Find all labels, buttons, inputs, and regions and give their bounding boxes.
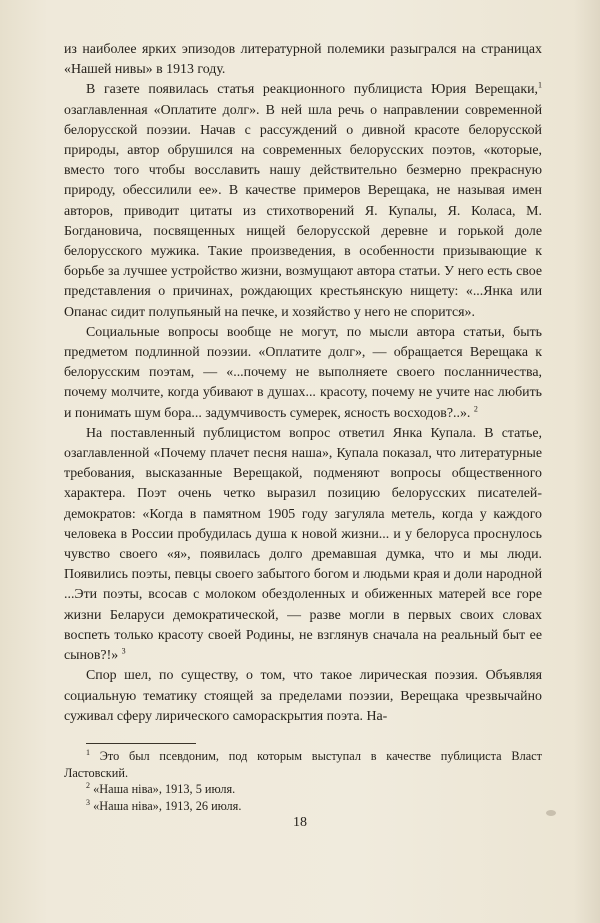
- main-text: [64, 40, 542, 727]
- footnote-ref[interactable]: 1: [538, 80, 542, 90]
- paragraph-text: На поставленный публицистом вопрос ответил Янка Купала. В статье, озаглавленной «Почему плачет песня наша», Купала показал, что литературные требования, высказанные Верещакой, подменяют вопросы общественного характера. Поэт очень четко выразил позицию белорусских писателей-демократов: «Когда в памятном 1905 году загуляла метель, когда у каждого человека в России пробудилась душа к новой жизни... и у белоруса проснулось чувство своего «я», появилась долго дремавшая думка, что и мы люди. Появились поэты, певцы своего забытого богом и людьми края и доли народной ...Эти поэты, всосав с молоком обездоленных и обиженных матерей все горе жизни Беларуси демократической, — разве могли в первых своих словах воспеть только красоту своей Родины, не взглянув сначала на реальный быт ее сынов?!»: [64, 425, 542, 664]
- paragraph: Спор шел, по существу, о том, что такое лирическая поэзия. Объявляя социальную тематику стоящей за пределами поэзии, Верещака чрезвычайно суживал сферу лирического самораскрытия поэта. На-: [64, 668, 542, 724]
- footnote-ref[interactable]: 3: [121, 646, 126, 656]
- paragraph-text: озаглавленная «Оплатите долг». В ней шла речь о направлении современной белорусской поэзии. Начав с рассуждений о дивной красоте белорусской природы, автор обрушился на современных белорусских поэтов, «которые, вместо того чтобы восславить нашу действительно безмерно прекрасную природу, обессилили ее». В качестве примеров Верещака, не называя имен авторов, приводит цитаты из стихотворений Я. Купалы, Я. Коласа, М. Богдановича, посвященных нищей белорусской деревне и горькой доле белорусского мужика. Такие произведения, в особенности призывающие к борьбе за лучшее устройство жизни, возмущают автора статьи. У него есть свое представления о причинах, рождающих крестьянскую нищету: «...Янка или Опанас сидит полупьяный на печке, и хозяйство у него не спорится».: [64, 102, 542, 320]
- paragraph-text: Социальные вопросы вообще не могут, по мысли автора статьи, быть предметом подлинной поэзии. «Оплатите долг», — обращается Верещака к белорусским поэтам, — «...почему не выполняете своего посланничества, почему молчите, когда убивают в душах... красоту, почему не учите нас любить и понимать шум бора... задумчивость сумерек, ясность восходов?..».: [64, 324, 542, 421]
- paragraph: [64, 80, 542, 322]
- footnote-text: Это был псевдоним, под которым выступал в качестве публициста Власт Ластовский.: [64, 749, 542, 780]
- paragraph: [64, 424, 542, 666]
- footnote-number: 3: [86, 797, 90, 807]
- paragraph: из наиболее ярких эпизодов литературной полемики разыгрался на страницах «Нашей нивы» в 1913 году.: [64, 42, 542, 78]
- ink-smudge: [546, 810, 556, 816]
- page-number: 18: [293, 815, 307, 830]
- footnote-ref[interactable]: 2: [473, 404, 478, 414]
- footnote: [64, 781, 542, 798]
- paragraph-text: В газете появилась статья реакционного публициста Юрия Верещаки,: [86, 82, 538, 98]
- footnote: [64, 748, 542, 781]
- footnotes: [64, 748, 542, 814]
- footnote: [64, 798, 542, 815]
- footnote-divider: [86, 743, 196, 744]
- footnote-number: 1: [86, 747, 90, 757]
- paragraph: [64, 323, 542, 424]
- footnote-number: 2: [86, 781, 90, 791]
- page-edge-shadow: [574, 0, 600, 923]
- footnote-text: «Наша ніва», 1913, 26 июля.: [93, 798, 242, 813]
- footnote-text: «Наша ніва», 1913, 5 июля.: [93, 782, 236, 797]
